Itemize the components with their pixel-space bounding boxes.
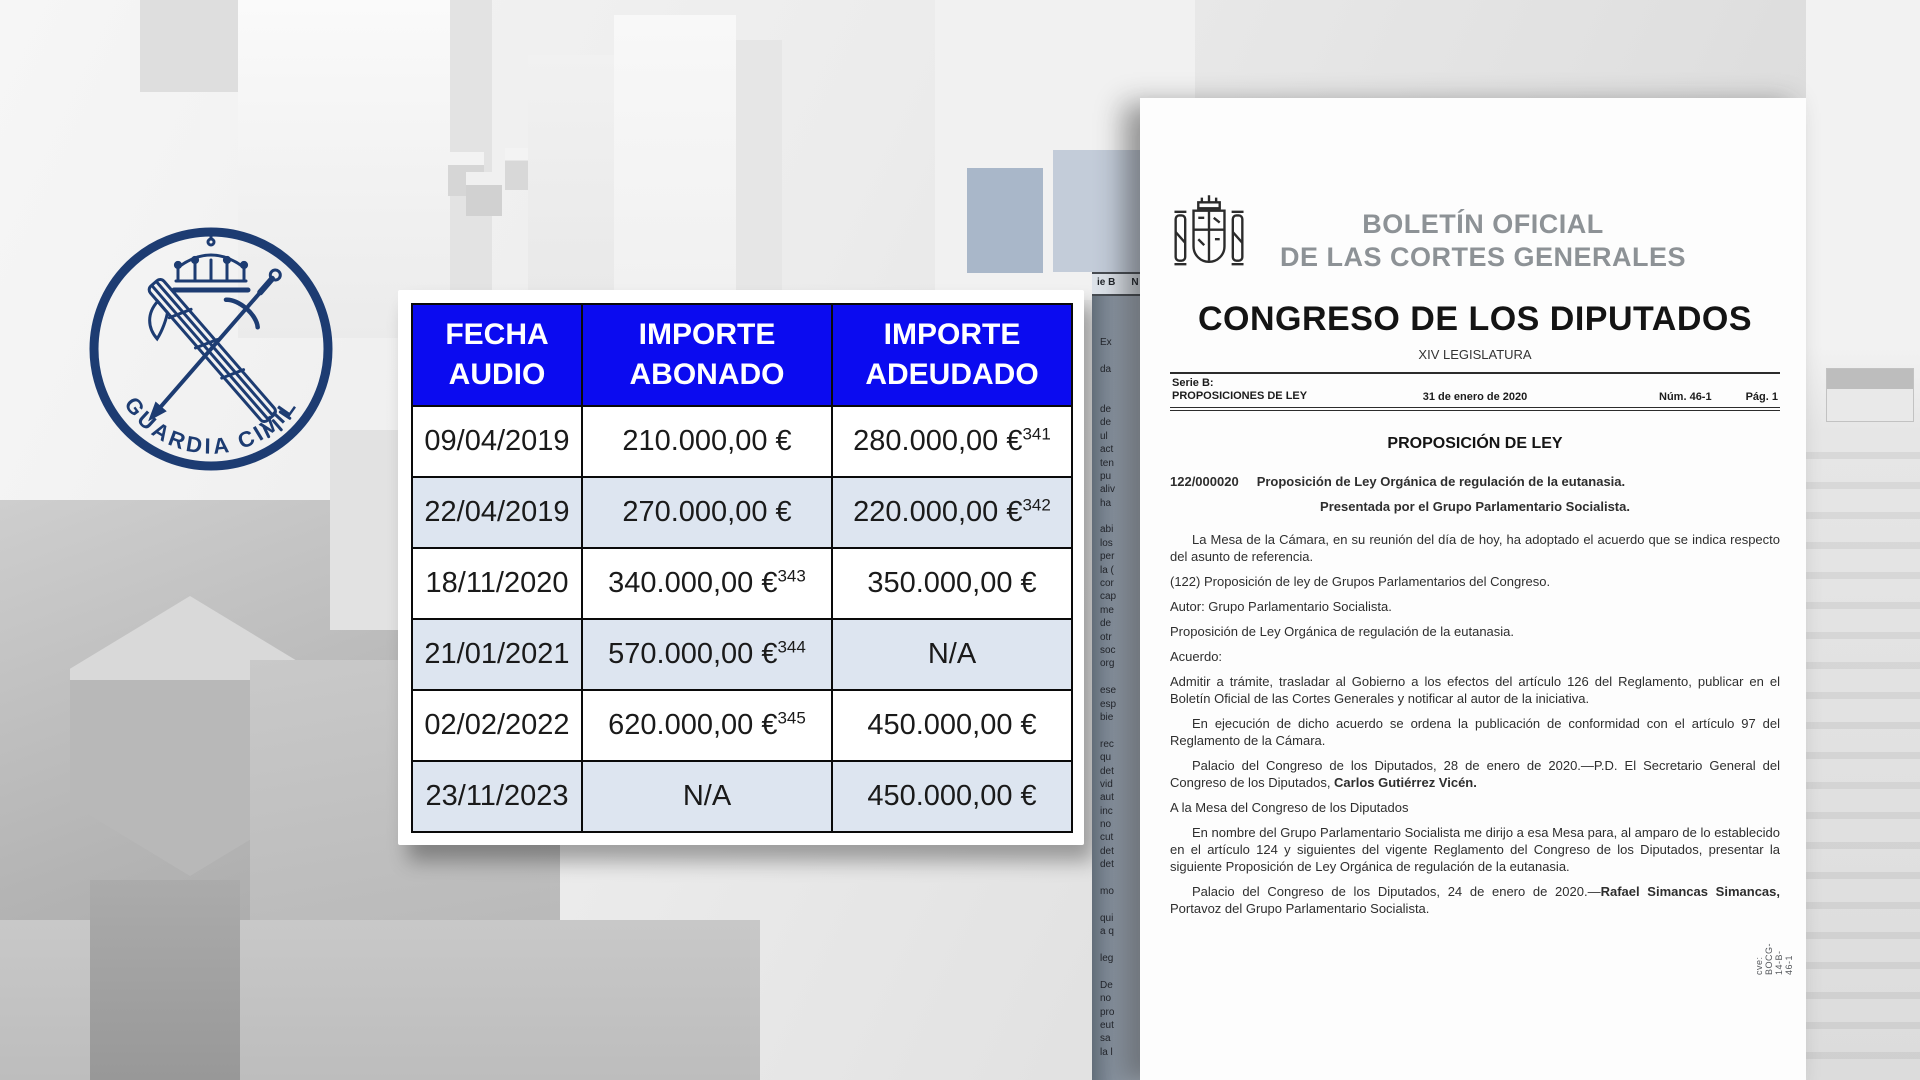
- cell-fecha: 18/11/2020: [412, 548, 582, 619]
- presentada-line: Presentada por el Grupo Parlamentario Socialista.: [1320, 499, 1630, 514]
- paragraph: Autor: Grupo Parlamentario Socialista.: [1170, 599, 1392, 614]
- cell-adeudado: 280.000,00 €$^{341}$: [832, 406, 1072, 477]
- cell-fecha: 21/01/2021: [412, 619, 582, 690]
- cell-abonado: 570.000,00 €$^{344}$: [582, 619, 832, 690]
- cell-fecha: 22/04/2019: [412, 477, 582, 548]
- emblem-label: GUARDIA CIVIL: [119, 392, 303, 459]
- background-rectangle: [967, 168, 1043, 273]
- payments-table-panel: [398, 290, 1084, 845]
- cell-abonado: 270.000,00 €: [582, 477, 832, 548]
- cell-abonado: 620.000,00 €$^{345}$: [582, 690, 832, 761]
- guardia-civil-emblem: [76, 214, 346, 484]
- paragraph: En ejecución de dicho acuerdo se ordena la publicación de conformidad con el artículo 97 del Reglamento de la Cámara.: [1170, 716, 1780, 748]
- paragraph: A la Mesa del Congreso de los Diputados: [1170, 800, 1409, 815]
- cell-abonado: 210.000,00 €: [582, 406, 832, 477]
- signatory-name: Carlos Gutiérrez Vicén.: [1334, 775, 1477, 790]
- table-row: [412, 690, 1072, 761]
- table-row: [412, 406, 1072, 477]
- serie-label: Serie B: PROPOSICIONES DE LEY: [1172, 377, 1308, 402]
- col-header-fecha-audio: FECHA AUDIO: [412, 304, 582, 406]
- legislatura-subtitle: XIV LEGISLATURA: [1418, 347, 1532, 362]
- cell-adeudado: 350.000,00 €: [832, 548, 1072, 619]
- background-building-facade: [1806, 452, 1920, 1080]
- background-cube: [1826, 368, 1914, 422]
- background-page-fragments: Ex da de de ul act ten pu aliv ha abi los per la ( cor cap me de otr soc org ese esp bie rec qu det vid aut inc no cut det det mo qui a q leg De no pro eut sa la l: [1100, 337, 1117, 1058]
- payments-table: [411, 303, 1073, 833]
- boletin-title: BOLETÍN OFICIAL DE LAS CORTES GENERALES: [1279, 209, 1687, 272]
- expediente-line: 122/000020 Proposición de Ley Orgánica de regulación de la eutanasia.: [1170, 474, 1626, 489]
- paragraph: Palacio del Congreso de los Diputados, 28 de enero de 2020.—P.D. El Secretario General del Congreso de los Diputados, Carlos Gutiérrez Vicén.: [1170, 758, 1780, 790]
- cell-fecha: 09/04/2019: [412, 406, 582, 477]
- paragraph: La Mesa de la Cámara, en su reunión del día de hoy, ha adoptado el acuerdo que se indica respecto del asunto de referencia.: [1170, 532, 1780, 564]
- document-header: [1170, 194, 1780, 294]
- signatory-name: Rafael Simancas Simancas,: [1600, 884, 1780, 899]
- serie-info-bar: [1170, 372, 1780, 411]
- boletin-document-page: [1140, 98, 1806, 1080]
- background-block: [140, 0, 250, 92]
- cell-abonado: 340.000,00 €$^{343}$: [582, 548, 832, 619]
- paragraph: En nombre del Grupo Parlamentario Socialista me dirijo a esa Mesa para, al amparo de lo establecido en el artículo 124 y siguientes del vigente Reglamento del Congreso de los Diputados, presentar la siguiente Proposición de Ley Orgánica de regulación de la eutanasia.: [1170, 825, 1780, 874]
- paragraph: Palacio del Congreso de los Diputados, 24 de enero de 2020.—Rafael Simancas Simancas, Portavoz del Grupo Parlamentario Socialista.: [1170, 884, 1780, 916]
- col-header-importe-adeudado: IMPORTE ADEUDADO: [832, 304, 1072, 406]
- col-header-importe-abonado: IMPORTE ABONADO: [582, 304, 832, 406]
- page-number: Pág. 1: [1745, 391, 1778, 403]
- cve-code: cve: BOCG-14-B-46-1: [1754, 942, 1794, 975]
- document-body: [1170, 473, 1780, 917]
- issue-number: Núm. 46-1: [1659, 391, 1712, 403]
- table-row: [412, 761, 1072, 832]
- table-row: [412, 548, 1072, 619]
- table-row: [412, 477, 1072, 548]
- cell-adeudado: 220.000,00 €$^{342}$: [832, 477, 1072, 548]
- table-row: [412, 619, 1072, 690]
- spain-coat-of-arms-icon: [1170, 194, 1248, 294]
- table-header-row: [412, 304, 1072, 406]
- cell-abonado: N/A: [582, 761, 832, 832]
- congreso-title: CONGRESO DE LOS DIPUTADOS: [1197, 300, 1753, 338]
- cell-adeudado: 450.000,00 €: [832, 690, 1072, 761]
- background-page-header: ie B N: [1092, 272, 1140, 296]
- section-heading: PROPOSICIÓN DE LEY: [1387, 435, 1563, 452]
- background-document-page: [1092, 272, 1140, 1080]
- background-cube: [466, 172, 502, 216]
- paragraph: (122) Proposición de ley de Grupos Parlamentarios del Congreso.: [1170, 574, 1551, 589]
- cell-adeudado: N/A: [832, 619, 1072, 690]
- paragraph: Admitir a trámite, trasladar al Gobierno a los efectos del artículo 126 del Reglamento, publicar en el Boletín Oficial de las Cortes Generales y notificar al autor de la iniciativa.: [1170, 674, 1780, 706]
- cell-fecha: 23/11/2023: [412, 761, 582, 832]
- background-cube: [90, 880, 240, 1080]
- background-rectangle: [1053, 150, 1140, 272]
- paragraph: Acuerdo:: [1170, 649, 1223, 664]
- cell-fecha: 02/02/2022: [412, 690, 582, 761]
- paragraph: Proposición de Ley Orgánica de regulación de la eutanasia.: [1170, 624, 1515, 639]
- issue-date: 31 de enero de 2020: [1422, 391, 1528, 403]
- cell-adeudado: 450.000,00 €: [832, 761, 1072, 832]
